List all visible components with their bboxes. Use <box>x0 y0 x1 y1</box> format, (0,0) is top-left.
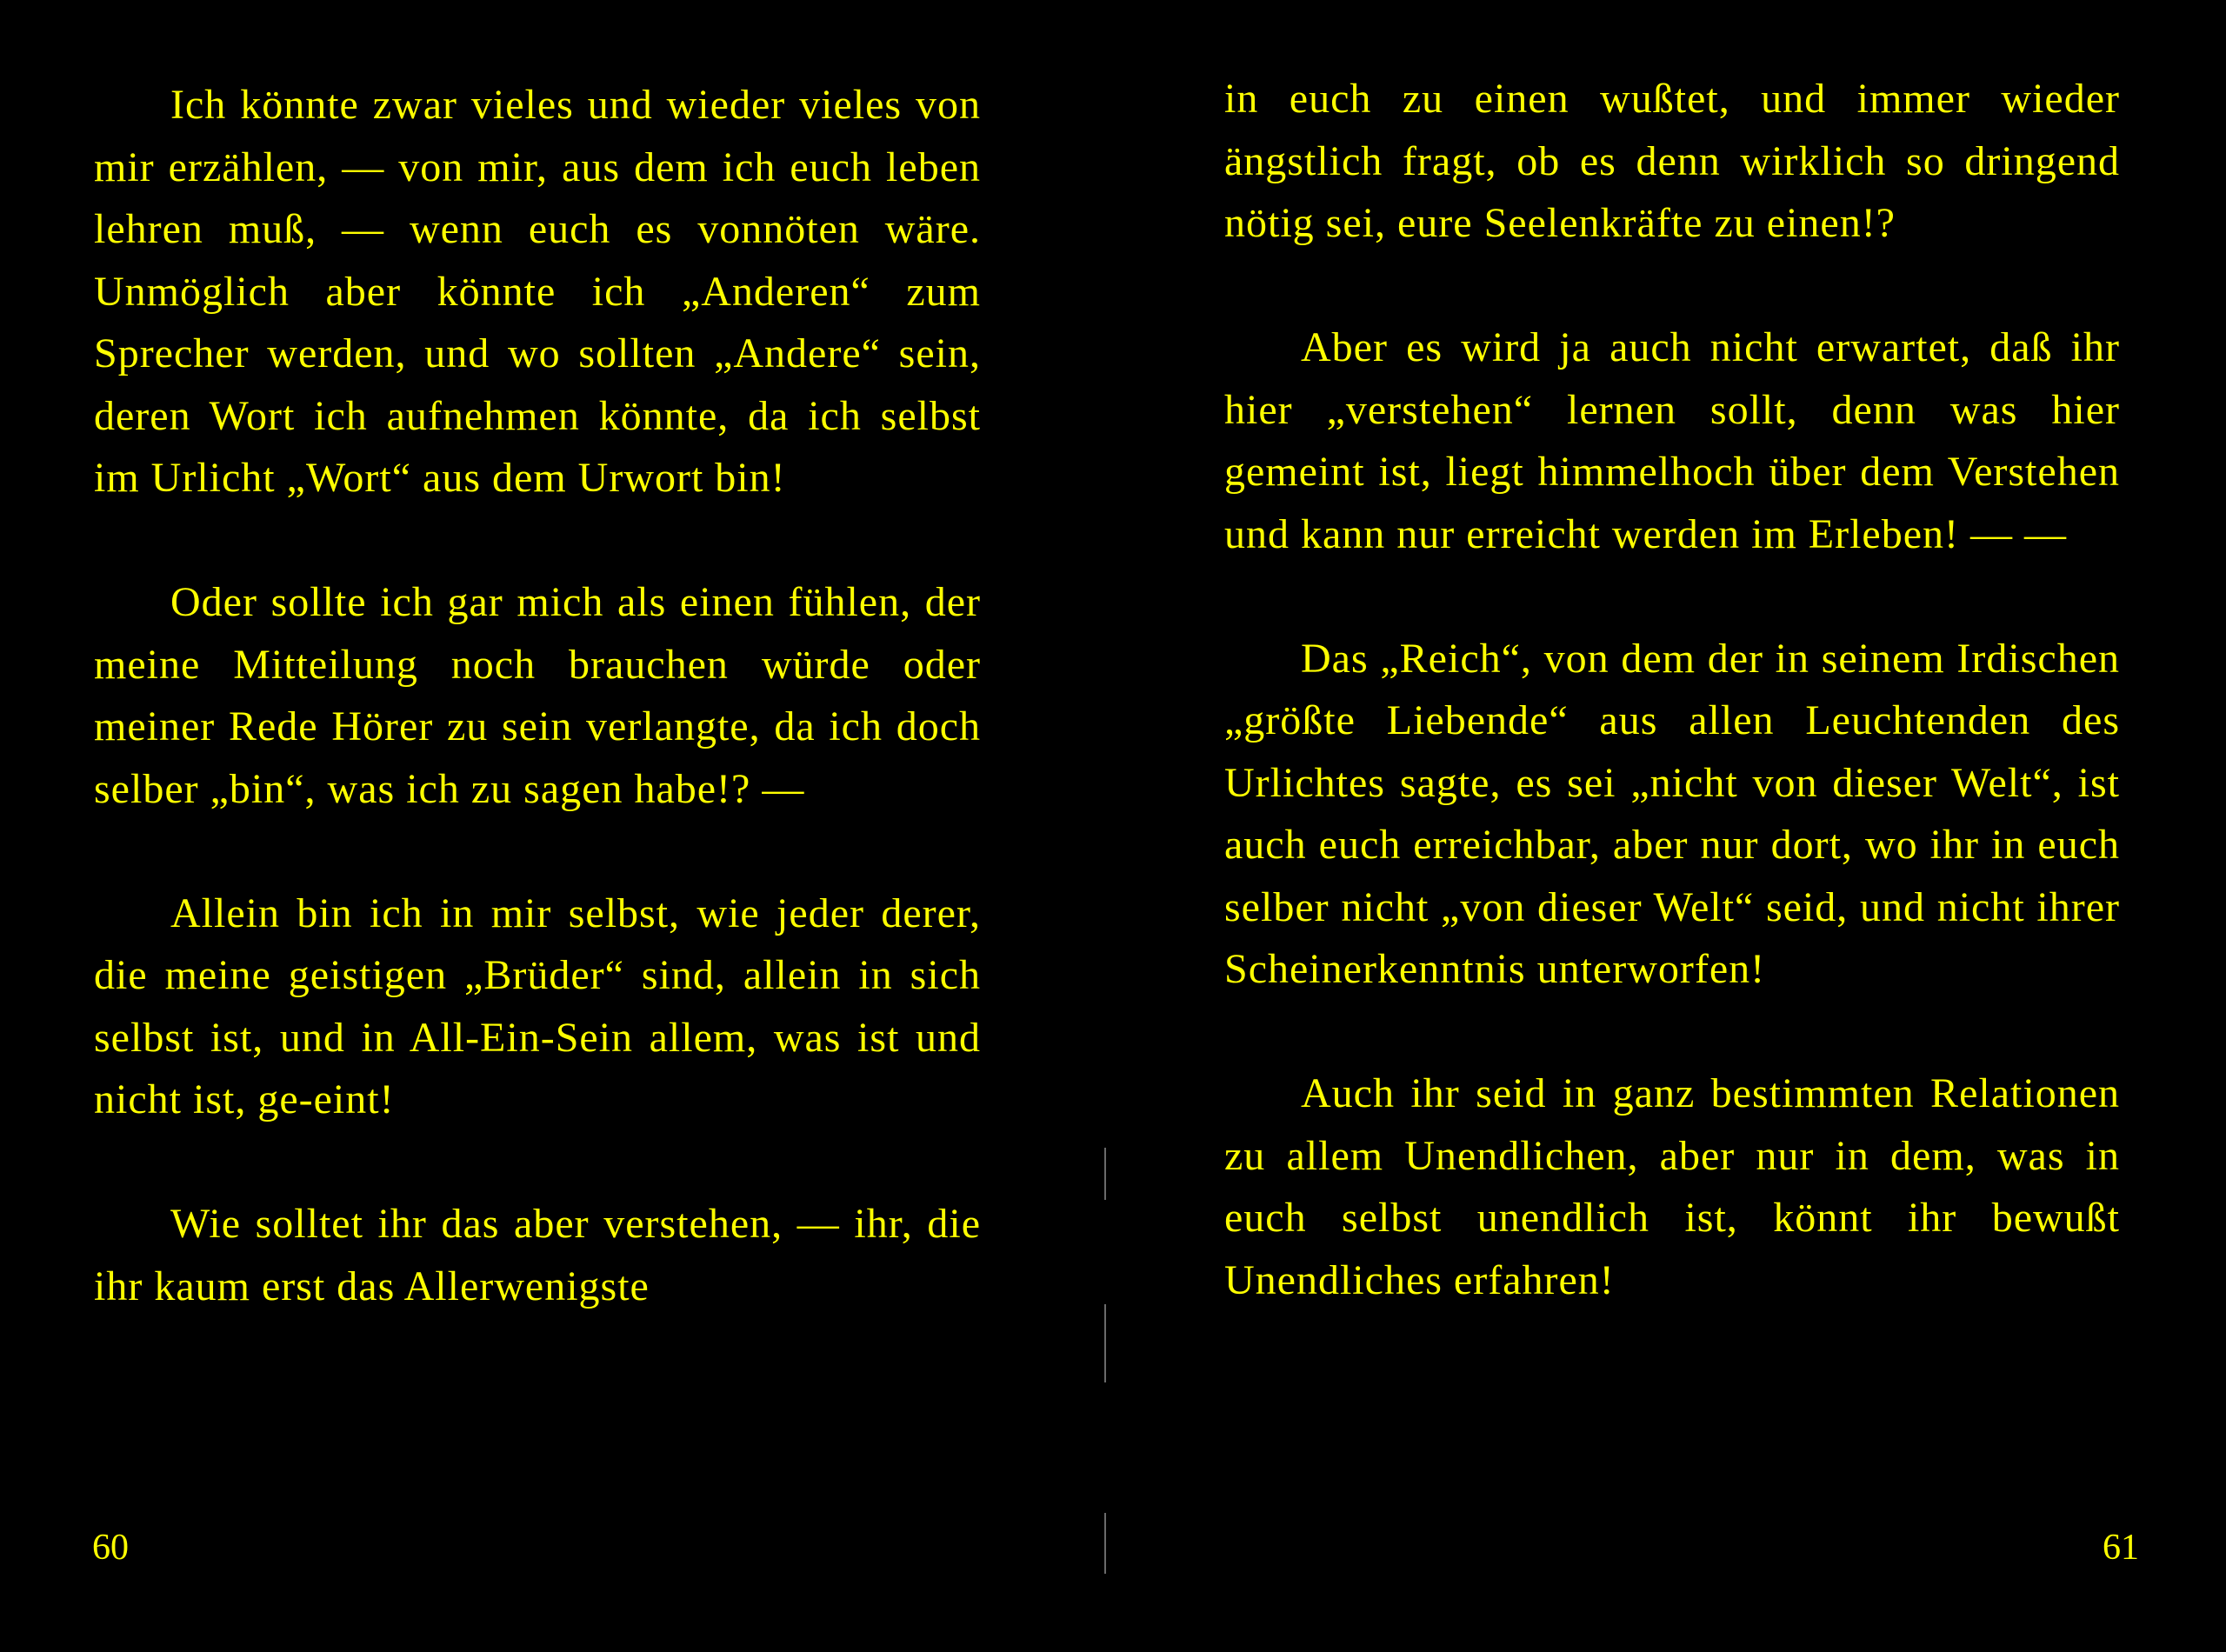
right-paragraph-4: Auch ihr seid in ganz bestimmten Relationen zu allem Unendlichen, aber nur in dem, was in euch selbst unendlich ist, könnt ihr bewußt Unendliches erfahren! <box>1224 1070 2120 1303</box>
left-paragraph-3: Allein bin ich in mir selbst, wie jeder derer, die meine geistigen „Brüder“ sind, allein in sich selbst ist, und in All-Ein-Sein allem, was ist und nicht ist, ge-eint! <box>94 889 981 1122</box>
right-page-number: 61 <box>2103 1528 2139 1568</box>
right-paragraph-3: Das „Reich“, von dem der in seinem Irdischen „größte Liebende“ aus allen Leuchtenden des Urlichtes sagte, es sei „nicht von dieser Welt“, ist auch euch erreichbar, aber nur dort, wo ihr in euch selber nicht „von dieser Welt“ seid, und nicht ihrer Scheinerkenntnis unterworfen! <box>1224 635 2120 992</box>
left-paragraph-4: Wie solltet ihr das aber verstehen, — ihr, die ihr kaum erst das Allerwenigste <box>94 1201 981 1309</box>
right-page <box>1122 0 2226 1652</box>
gutter-shadow-mark <box>1104 1513 1106 1574</box>
right-page-text <box>1224 68 2120 1311</box>
book-gutter <box>1103 0 1123 1652</box>
right-paragraph-1: in euch zu einen wußtet, und immer wieder ängstlich fragt, ob es denn wirklich so dringend nötig sei, eure Seelenkräfte zu einen!? <box>1224 76 2120 246</box>
right-paragraph-2: Aber es wird ja auch nicht erwartet, daß ihr hier „verstehen“ lernen sollt, denn was hier gemeint ist, liegt himmelhoch über dem Verstehen und kann nur erreicht werden im Erleben! — — <box>1224 324 2120 557</box>
left-paragraph-1: Ich könnte zwar vieles und wieder vieles von mir erzählen, — von mir, aus dem ich euch leben lehren muß, — wenn euch es vonnöten wäre. Unmöglich aber könnte ich „Anderen“ zum Sprecher werden, und wo sollten „Andere“ sein, deren Wort ich aufnehmen könnte, da ich selbst im Urlicht „Wort“ aus dem Urwort bin! <box>94 82 981 501</box>
gutter-shadow-mark <box>1104 1148 1106 1200</box>
left-page-text <box>94 74 981 1317</box>
left-paragraph-2: Oder sollte ich gar mich als einen fühlen, der meine Mitteilung noch brauchen würde oder meiner Rede Hörer zu sein verlangte, da ich doch selber „bin“, was ich zu sagen habe!? — <box>94 579 981 812</box>
left-page <box>0 0 1104 1652</box>
left-page-number: 60 <box>92 1528 129 1568</box>
gutter-shadow-mark <box>1104 1304 1106 1382</box>
